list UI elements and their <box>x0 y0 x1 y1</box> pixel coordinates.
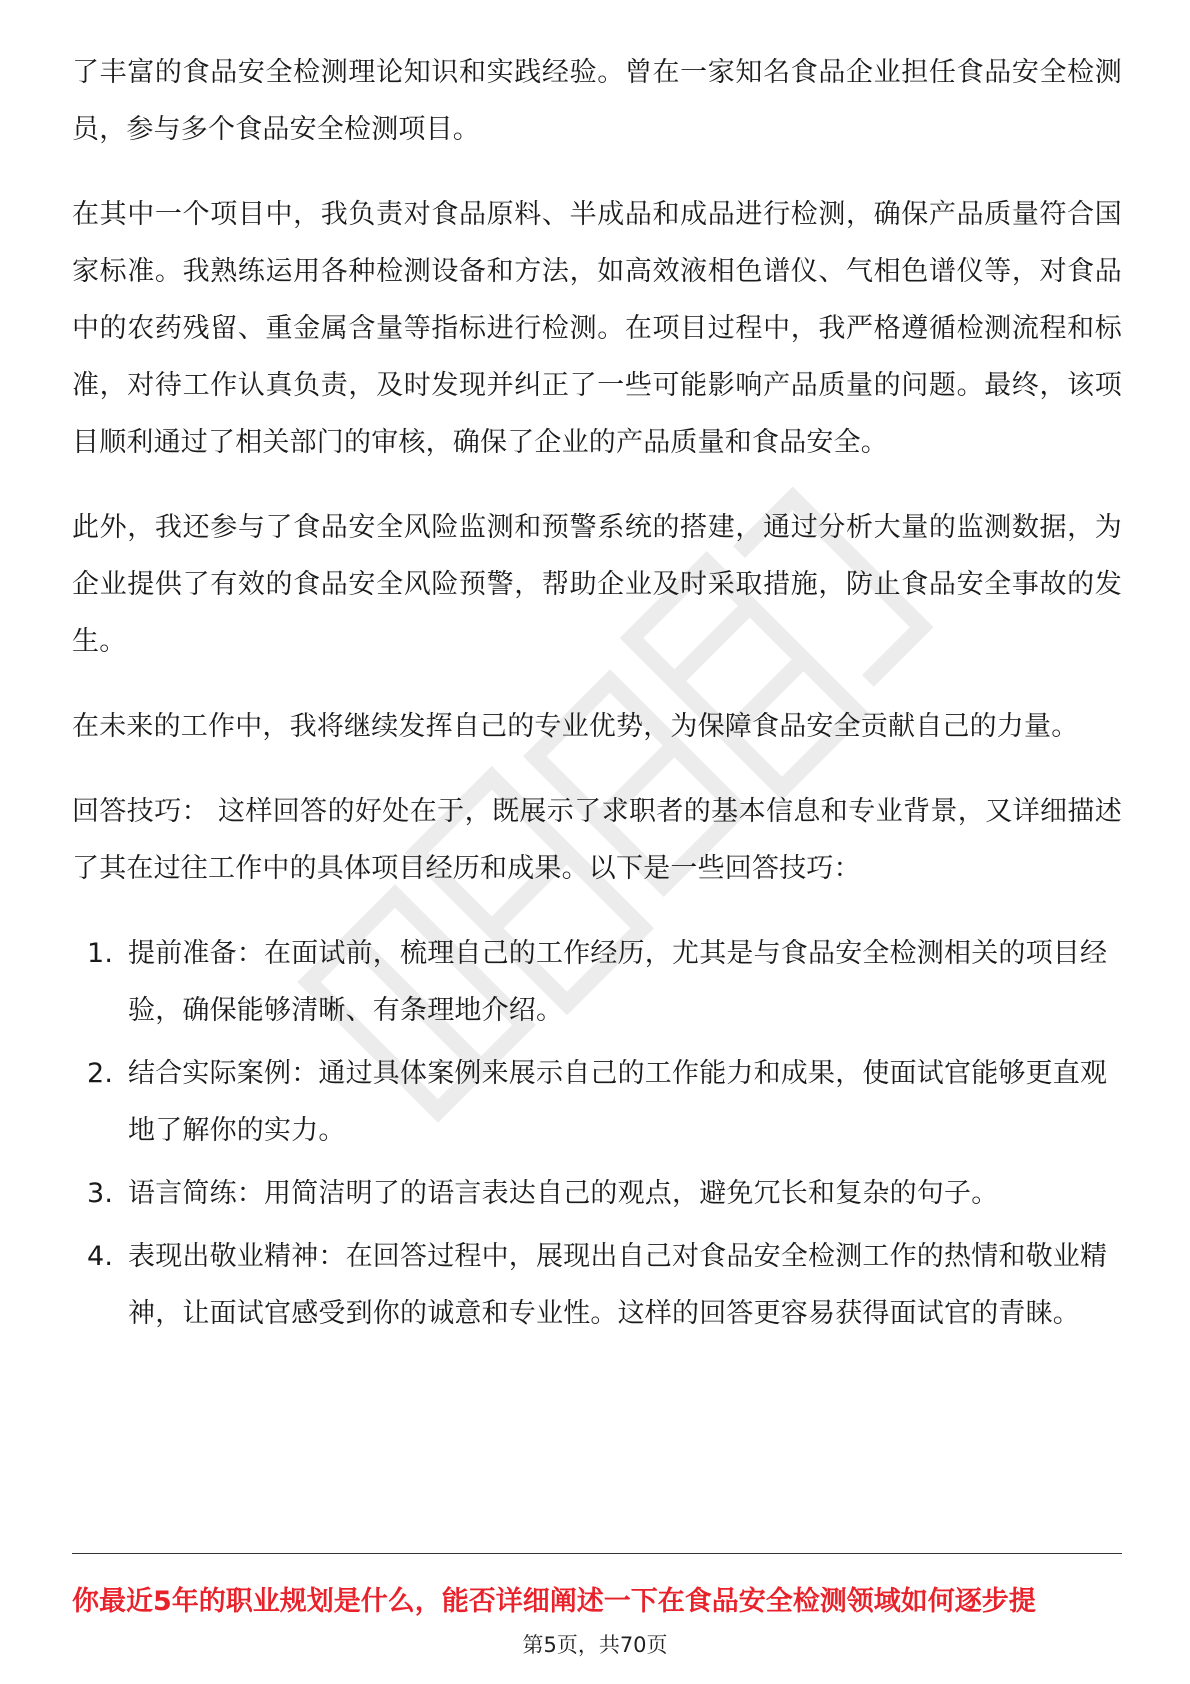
document-body <box>72 44 1122 1348</box>
page-number: 第5页，共70页 <box>522 1633 668 1657</box>
next-question-heading: 你最近5年的职业规划是什么，能否详细阐述一下在食品安全检测领域如何逐步提 <box>72 1586 1036 1617</box>
tip-item: 1. 提前准备：在面试前，梳理自己的工作经历，尤其是与食品安全检测相关的项目经验，确保能够清晰、有条理地介绍。 <box>122 925 1122 1039</box>
tip-item: 4. 表现出敬业精神：在回答过程中，展现出自己对食品安全检测工作的热情和敬业精神，让面试官感受到你的诚意和专业性。这样的回答更容易获得面试官的青睐。 <box>122 1228 1122 1342</box>
paragraph-risk-monitoring: 此外，我还参与了食品安全风险监测和预警系统的搭建，通过分析大量的监测数据，为企业提供了有效的食品安全风险预警，帮助企业及时采取措施，防止食品安全事故的发生。 <box>72 512 1122 657</box>
paragraph-project-detail: 在其中一个项目中，我负责对食品原料、半成品和成品进行检测，确保产品质量符合国家标准。我熟练运用各种检测设备和方法，如高效液相色谱仪、气相色谱仪等，对食品中的农药残留、重金属含量等指标进行检测。在项目过程中，我严格遵循检测流程和标准，对待工作认真负责，及时发现并纠正了一些可能影响产品质量的问题。最终，该项目顺利通过了相关部门的审核，确保了企业的产品质量和食品安全。 <box>72 199 1122 458</box>
paragraph-future-work: 在未来的工作中，我将继续发挥自己的专业优势，为保障食品安全贡献自己的力量。 <box>72 711 1079 742</box>
footer-divider <box>72 1553 1122 1554</box>
paragraph-answer-tips-intro: 回答技巧： 这样回答的好处在于，既展示了求职者的基本信息和专业背景，又详细描述了其在过往工作中的具体项目经历和成果。以下是一些回答技巧： <box>72 796 1122 884</box>
tip-item: 3. 语言简练：用简洁明了的语言表达自己的观点，避免冗长和复杂的句子。 <box>122 1165 1122 1222</box>
tip-item: 2. 结合实际案例：通过具体案例来展示自己的工作能力和成果，使面试官能够更直观地了解你的实力。 <box>122 1045 1122 1159</box>
paragraph-experience-intro: 了丰富的食品安全检测理论知识和实践经验。曾在一家知名食品企业担任食品安全检测员，参与多个食品安全检测项目。 <box>72 57 1122 145</box>
tips-list <box>72 925 1122 1342</box>
